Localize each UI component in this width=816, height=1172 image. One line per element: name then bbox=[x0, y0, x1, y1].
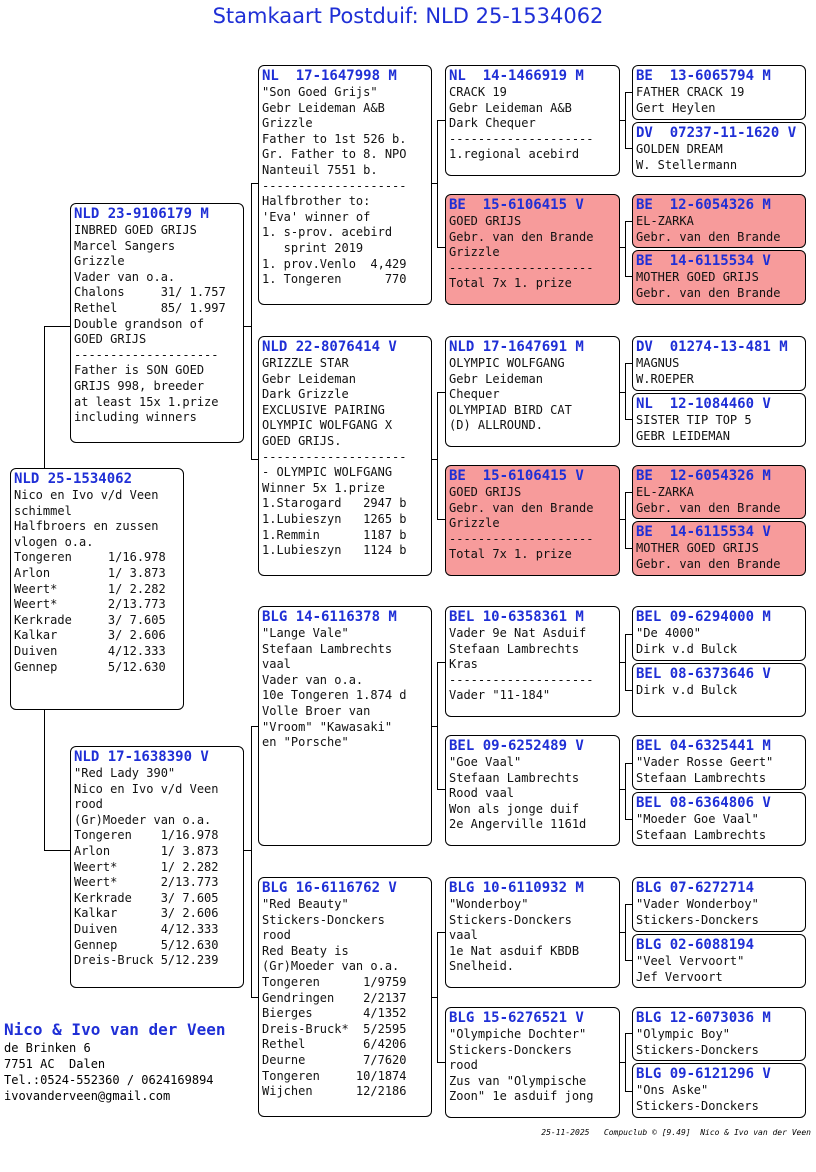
ring-number: BLG 12-6073036 M bbox=[636, 1010, 771, 1026]
card-line: "Son Goed Grijs" bbox=[262, 85, 378, 99]
card-line: Kalkar 3/ 2.606 bbox=[14, 628, 166, 643]
pigeon-card-fm[interactable] bbox=[258, 336, 432, 576]
card-line: Zoon" 1e asduif jong bbox=[449, 1089, 594, 1104]
card-line: "Vader Wonderboy" bbox=[636, 897, 759, 911]
card-line: Winner 5x 1.prize bbox=[262, 480, 385, 495]
card-line: "Olympiche Dochter" bbox=[449, 1027, 587, 1041]
card-line: Chequer bbox=[449, 387, 500, 402]
card-line: Tongeren 1/16.978 bbox=[14, 550, 166, 565]
card-line: Weert* 1/ 2.282 bbox=[74, 859, 219, 874]
footer-credit: 25-11-2025 Compuclub © [9.49] Nico & Ivo van der Veen bbox=[541, 1128, 811, 1137]
ring-number: NLD 22-8076414 V bbox=[262, 339, 397, 355]
card-line: FATHER CRACK 19 bbox=[636, 85, 745, 99]
pigeon-card-g6[interactable] bbox=[632, 393, 806, 447]
card-line: "Red Lady 390" bbox=[74, 766, 176, 780]
ring-number: BLG 02-6088194 bbox=[636, 937, 755, 953]
pigeon-card-g2[interactable] bbox=[632, 122, 806, 177]
card-line: rood bbox=[74, 797, 103, 812]
card-line: MOTHER GOED GRIJS bbox=[636, 270, 759, 284]
card-line: Jef Vervoort bbox=[636, 969, 723, 984]
ring-number: BLG 15-6276521 V bbox=[449, 1010, 584, 1026]
card-line: "Ons Aske" bbox=[636, 1083, 709, 1097]
card-line: Weert* 1/ 2.282 bbox=[14, 581, 166, 596]
pigeon-card-mf[interactable] bbox=[258, 606, 432, 846]
card-line: Deurne 7/7620 bbox=[262, 1052, 407, 1067]
card-line: Stefaan Lambrechts bbox=[262, 641, 393, 656]
card-line: Stefaan Lambrechts bbox=[636, 770, 767, 785]
card-line: 1. s-prov. acebird bbox=[262, 225, 393, 240]
card-line: Gebr. van den Brande bbox=[636, 500, 781, 515]
card-line: Gennep 5/12.630 bbox=[74, 937, 219, 952]
pigeon-card-g9[interactable] bbox=[632, 606, 806, 661]
ring-number: BE 15-6106415 V bbox=[449, 197, 584, 213]
card-line: Gebr. van den Brande bbox=[636, 229, 781, 244]
card-line: W.ROEPER bbox=[636, 371, 694, 386]
card-line: Stefaan Lambrechts bbox=[449, 770, 580, 785]
card-line: MOTHER GOED GRIJS bbox=[636, 541, 759, 555]
card-line: vaal bbox=[449, 928, 478, 943]
card-line: vaal bbox=[262, 657, 291, 672]
card-line: Rethel 6/4206 bbox=[262, 1037, 407, 1052]
pigeon-card-subject[interactable] bbox=[10, 468, 184, 710]
ring-number: DV 07237-11-1620 V bbox=[636, 125, 797, 141]
card-line: SISTER TIP TOP 5 bbox=[636, 413, 752, 427]
pigeon-card-fmm[interactable] bbox=[445, 465, 620, 576]
card-line: 1e Nat asduif KBDB bbox=[449, 943, 580, 958]
card-line: Weert* 2/13.773 bbox=[74, 875, 219, 890]
ring-number: BEL 09-6294000 M bbox=[636, 609, 771, 625]
pigeon-card-mmf[interactable] bbox=[445, 877, 620, 988]
pigeon-card-mm[interactable] bbox=[258, 877, 432, 1117]
card-line: 'Eva' winner of bbox=[262, 209, 371, 224]
ring-number: BEL 10-6358361 M bbox=[449, 609, 584, 625]
card-line: "De 4000" bbox=[636, 626, 702, 640]
card-line: Stefaan Lambrechts bbox=[449, 641, 580, 656]
card-line: 1.Remmin 1187 b bbox=[262, 527, 407, 542]
card-line: (Gr)Moeder van o.a. bbox=[74, 812, 212, 827]
card-line: 1. prov.Venlo 4,429 bbox=[262, 256, 407, 271]
ring-number: NLD 17-1647691 M bbox=[449, 339, 584, 355]
ring-number: BE 15-6106415 V bbox=[449, 468, 584, 484]
card-line: (Gr)Moeder van o.a. bbox=[262, 959, 400, 974]
owner-info bbox=[4, 1020, 226, 1104]
card-line: GOED GRIJS bbox=[74, 332, 147, 347]
card-line: OLYMPIAD BIRD CAT bbox=[449, 402, 572, 417]
card-line: 1.Lubieszyn 1265 b bbox=[262, 511, 407, 526]
card-line: Weert* 2/13.773 bbox=[14, 597, 166, 612]
card-line: Kerkrade 3/ 7.605 bbox=[14, 612, 166, 627]
card-line: Stickers-Donckers bbox=[262, 912, 385, 927]
card-line: "Moeder Goe Vaal" bbox=[636, 812, 759, 826]
card-line: schimmel bbox=[14, 503, 72, 518]
card-line: -------------------- bbox=[449, 131, 594, 146]
card-line: Halfbroers en zussen bbox=[14, 519, 159, 534]
card-line: GEBR LEIDEMAN bbox=[636, 428, 730, 443]
card-line: Stefaan Lambrechts bbox=[636, 827, 767, 842]
card-line: Vader "11-184" bbox=[449, 688, 551, 703]
owner-phone: Tel.:0524-552360 / 0624169894 bbox=[4, 1073, 214, 1087]
card-line: Marcel Sangers bbox=[74, 238, 176, 253]
card-line: Father to 1st 526 b. bbox=[262, 131, 407, 146]
card-line: at least 15x 1.prize bbox=[74, 394, 219, 409]
card-line: GRIZZLE STAR bbox=[262, 356, 349, 370]
card-line: Red Beaty is bbox=[262, 943, 349, 958]
card-line: Gr. Father to 8. NPO bbox=[262, 147, 407, 162]
card-line: 2e Angerville 1161d bbox=[449, 817, 587, 832]
owner-name: Nico & Ivo van der Veen bbox=[4, 1020, 226, 1039]
card-line: rood bbox=[262, 928, 291, 943]
pigeon-card-g1[interactable] bbox=[632, 65, 806, 120]
card-line: EL-ZARKA bbox=[636, 485, 694, 499]
ring-number: DV 01274-13-481 M bbox=[636, 339, 788, 355]
ring-number: BE 14-6115534 V bbox=[636, 524, 771, 540]
pigeon-card-g16[interactable] bbox=[632, 1063, 806, 1118]
card-line: Tongeren 10/1874 bbox=[262, 1068, 407, 1083]
card-line: 1.Starogard 2947 b bbox=[262, 496, 407, 511]
pigeon-card-g11[interactable] bbox=[632, 735, 806, 790]
card-line: Bierges 4/1352 bbox=[262, 1006, 407, 1021]
card-line: Double grandson of bbox=[74, 316, 205, 331]
ring-number: BEL 08-6364806 V bbox=[636, 795, 771, 811]
card-line: "Lange Vale" bbox=[262, 626, 349, 640]
card-line: - OLYMPIC WOLFGANG bbox=[262, 465, 393, 480]
card-line: Duiven 4/12.333 bbox=[74, 921, 219, 936]
card-line: Dirk v.d Bulck bbox=[636, 683, 738, 697]
card-line: Gert Heylen bbox=[636, 100, 716, 115]
card-line: "Vroom" "Kawasaki" bbox=[262, 719, 393, 734]
card-line: Stickers-Donckers bbox=[449, 912, 572, 927]
card-line: GOLDEN DREAM bbox=[636, 142, 723, 156]
card-line: Gebr Leideman bbox=[449, 371, 543, 386]
card-line: Total 7x 1. prize bbox=[449, 276, 572, 291]
card-line: Gebr Leideman bbox=[262, 371, 356, 386]
card-line: including winners bbox=[74, 410, 197, 425]
card-line: Total 7x 1. prize bbox=[449, 547, 572, 562]
card-line: "Goe Vaal" bbox=[449, 755, 522, 769]
card-line: Gebr. van den Brande bbox=[636, 556, 781, 571]
card-line: Gebr. van den Brande bbox=[636, 285, 781, 300]
pigeon-card-fmf[interactable] bbox=[445, 336, 620, 447]
pigeon-card-g4[interactable] bbox=[632, 250, 806, 305]
card-line: -------------------- bbox=[74, 347, 219, 362]
card-line: sprint 2019 bbox=[262, 240, 364, 255]
ring-number: BE 13-6065794 M bbox=[636, 68, 771, 84]
card-line: Gebr. van den Brande bbox=[449, 500, 594, 515]
ring-number: BEL 09-6252489 V bbox=[449, 738, 584, 754]
card-line: OLYMPIC WOLFGANG X bbox=[262, 418, 393, 433]
ring-number: BLG 07-6272714 bbox=[636, 880, 755, 896]
card-line: GRIJS 998, breeder bbox=[74, 378, 205, 393]
card-line: 10e Tongeren 1.874 d bbox=[262, 688, 407, 703]
card-line: Vader van o.a. bbox=[262, 672, 364, 687]
ring-number: BE 12-6054326 M bbox=[636, 468, 771, 484]
ring-number: BLG 16-6116762 V bbox=[262, 880, 397, 896]
card-line: CRACK 19 bbox=[449, 85, 507, 99]
card-line: 1.Lubieszyn 1124 b bbox=[262, 543, 407, 558]
card-line: OLYMPIC WOLFGANG bbox=[449, 356, 565, 370]
card-line: Stickers-Donckers bbox=[636, 1042, 759, 1057]
card-line: -------------------- bbox=[262, 178, 407, 193]
ring-number: BLG 10-6110932 M bbox=[449, 880, 584, 896]
card-line: Stickers-Donckers bbox=[636, 1098, 759, 1113]
card-line: -------------------- bbox=[262, 449, 407, 464]
page-title: Stamkaart Postduif: NLD 25-1534062 bbox=[212, 4, 604, 28]
card-line: Grizzle bbox=[449, 245, 500, 260]
pigeon-card-g13[interactable] bbox=[632, 877, 806, 932]
card-line: Kalkar 3/ 2.606 bbox=[74, 906, 219, 921]
ring-number: BEL 08-6373646 V bbox=[636, 666, 771, 682]
card-line: Grizzle bbox=[262, 116, 313, 131]
card-line: "Red Beauty" bbox=[262, 897, 349, 911]
card-line: MAGNUS bbox=[636, 356, 680, 370]
card-line: (D) ALLROUND. bbox=[449, 418, 543, 433]
card-line: "Wonderboy" bbox=[449, 897, 529, 911]
card-line: Won als jonge duif bbox=[449, 801, 580, 816]
pigeon-card-g8[interactable] bbox=[632, 521, 806, 576]
card-line: 1. Tongeren 770 bbox=[262, 272, 407, 287]
card-line: -------------------- bbox=[449, 260, 594, 275]
card-line: Gebr Leideman A&B bbox=[262, 100, 385, 115]
card-line: Grizzle bbox=[74, 254, 125, 269]
card-line: Zus van "Olympische bbox=[449, 1073, 587, 1088]
pigeon-card-g14[interactable] bbox=[632, 934, 806, 988]
pigeon-card-g5[interactable] bbox=[632, 336, 806, 391]
pigeon-card-father[interactable] bbox=[70, 203, 244, 443]
ring-number: NLD 25-1534062 bbox=[14, 471, 133, 487]
card-line: GOED GRIJS bbox=[449, 485, 522, 499]
pigeon-card-g10[interactable] bbox=[632, 663, 806, 717]
card-line: Wijchen 12/2186 bbox=[262, 1084, 407, 1099]
card-line: Nico en Ivo v/d Veen bbox=[14, 488, 159, 502]
ring-number: BEL 04-6325441 M bbox=[636, 738, 771, 754]
card-line: Vader 9e Nat Asduif bbox=[449, 626, 587, 640]
card-line: vlogen o.a. bbox=[14, 534, 94, 549]
pigeon-card-mff[interactable] bbox=[445, 606, 620, 717]
card-line: -------------------- bbox=[449, 672, 594, 687]
card-line: Dark Grizzle bbox=[262, 387, 349, 402]
ring-number: NL 17-1647998 M bbox=[262, 68, 397, 84]
card-line: Vader van o.a. bbox=[74, 269, 176, 284]
card-line: INBRED GOED GRIJS bbox=[74, 223, 197, 237]
card-line: Volle Broer van bbox=[262, 703, 371, 718]
owner-address: de Brinken 6 bbox=[4, 1041, 91, 1055]
card-line: Duiven 4/12.333 bbox=[14, 643, 166, 658]
ring-number: NLD 23-9106179 M bbox=[74, 206, 209, 222]
card-line: Stickers-Donckers bbox=[636, 912, 759, 927]
card-line: Tongeren 1/9759 bbox=[262, 974, 407, 989]
card-line: rood bbox=[449, 1058, 478, 1073]
card-line: Arlon 1/ 3.873 bbox=[14, 565, 166, 580]
card-line: en "Porsche" bbox=[262, 735, 349, 750]
pigeon-card-g12[interactable] bbox=[632, 792, 806, 846]
card-line: Nanteuil 7551 b. bbox=[262, 162, 378, 177]
card-line: W. Stellermann bbox=[636, 157, 738, 172]
ring-number: BE 12-6054326 M bbox=[636, 197, 771, 213]
card-line: GOED GRIJS bbox=[449, 214, 522, 228]
pigeon-card-mother[interactable] bbox=[70, 746, 244, 988]
pigeon-card-g15[interactable] bbox=[632, 1007, 806, 1061]
card-line: EL-ZARKA bbox=[636, 214, 694, 228]
pigeon-card-g7[interactable] bbox=[632, 465, 806, 519]
ring-number: NLD 17-1638390 V bbox=[74, 749, 209, 765]
pigeon-card-ff[interactable] bbox=[258, 65, 432, 305]
ring-number: BE 14-6115534 V bbox=[636, 253, 771, 269]
card-line: Gebr. van den Brande bbox=[449, 229, 594, 244]
card-line: Rethel 85/ 1.997 bbox=[74, 300, 226, 315]
card-line: Gebr Leideman A&B bbox=[449, 100, 572, 115]
card-line: Father is SON GOED bbox=[74, 363, 205, 378]
card-line: Gennep 5/12.630 bbox=[14, 659, 166, 674]
card-line: Rood vaal bbox=[449, 786, 515, 801]
pigeon-card-mfm[interactable] bbox=[445, 735, 620, 846]
card-line: Nico en Ivo v/d Veen bbox=[74, 781, 219, 796]
card-line: Halfbrother to: bbox=[262, 194, 371, 209]
pigeon-card-g3[interactable] bbox=[632, 194, 806, 248]
card-line: Dreis-Bruck* 5/2595 bbox=[262, 1021, 407, 1036]
card-line: EXCLUSIVE PAIRING bbox=[262, 402, 385, 417]
card-line: Dark Chequer bbox=[449, 116, 536, 131]
card-line: Arlon 1/ 3.873 bbox=[74, 843, 219, 858]
card-line: 1.regional acebird bbox=[449, 147, 580, 162]
ring-number: NL 12-1084460 V bbox=[636, 396, 771, 412]
card-line: Chalons 31/ 1.757 bbox=[74, 285, 226, 300]
card-line: Dirk v.d Bulck bbox=[636, 641, 738, 656]
owner-email[interactable]: ivovanderveen@gmail.com bbox=[4, 1089, 171, 1103]
card-line: Kras bbox=[449, 657, 478, 672]
card-line: GOED GRIJS. bbox=[262, 433, 342, 448]
card-line: Snelheid. bbox=[449, 959, 515, 974]
pigeon-card-ffm[interactable] bbox=[445, 194, 620, 305]
ring-number: BLG 14-6116378 M bbox=[262, 609, 397, 625]
card-line: -------------------- bbox=[449, 531, 594, 546]
card-line: "Vader Rosse Geert" bbox=[636, 755, 774, 769]
ring-number: NL 14-1466919 M bbox=[449, 68, 584, 84]
pigeon-card-fff[interactable] bbox=[445, 65, 620, 176]
ring-number: BLG 09-6121296 V bbox=[636, 1066, 771, 1082]
card-line: Dreis-Bruck 5/12.239 bbox=[74, 953, 219, 968]
card-line: "Veel Vervoort" bbox=[636, 954, 745, 968]
card-line: Gendringen 2/2137 bbox=[262, 990, 407, 1005]
card-line: Stickers-Donckers bbox=[449, 1042, 572, 1057]
card-line: Kerkrade 3/ 7.605 bbox=[74, 890, 219, 905]
pigeon-card-mmm[interactable] bbox=[445, 1007, 620, 1118]
owner-postcode: 7751 AC Dalen bbox=[4, 1057, 106, 1071]
card-line: "Olympic Boy" bbox=[636, 1027, 730, 1041]
card-line: Grizzle bbox=[449, 516, 500, 531]
card-line: Tongeren 1/16.978 bbox=[74, 828, 219, 843]
